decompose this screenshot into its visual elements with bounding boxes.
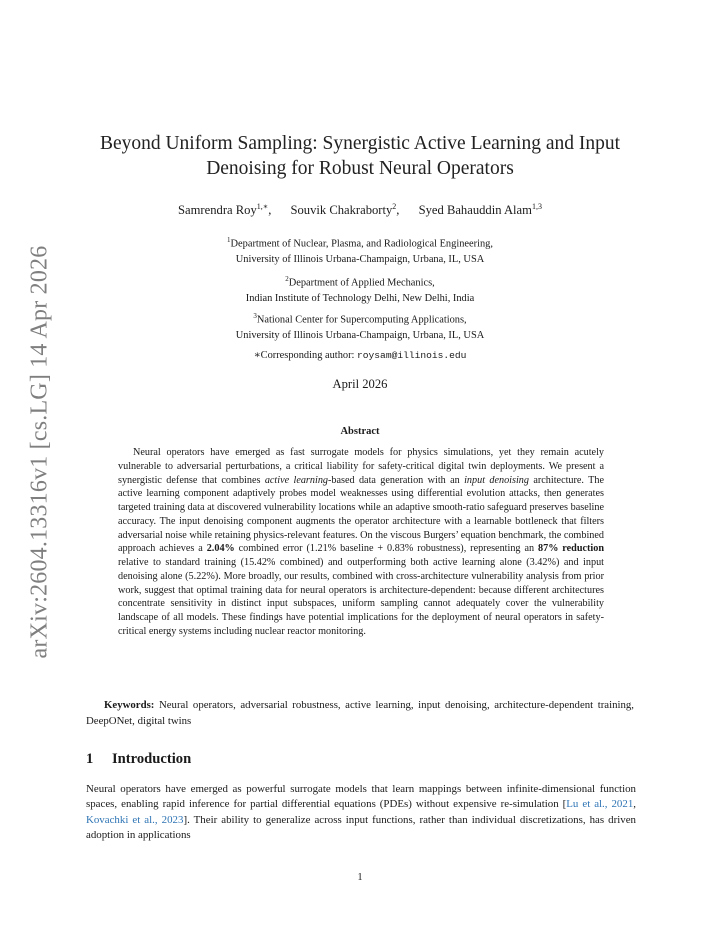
abstract-bold: 2.04% xyxy=(206,543,235,555)
abstract-segment: combined error (1.21% baseline + 0.83% robustness), representing an xyxy=(234,543,538,555)
affiliation-line: University of Illinois Urbana-Champaign, Urbana, IL, USA xyxy=(235,254,485,266)
arxiv-stamp: arXiv:2604.13316v1 [cs.LG] 14 Apr 2026 xyxy=(26,245,53,659)
affiliation-line: National Center for Supercomputing Applications, xyxy=(256,314,467,326)
intro-segment: , xyxy=(633,798,636,811)
page-number: 1 xyxy=(357,872,363,883)
affiliation-superscript: 3 xyxy=(253,312,257,320)
author-name: Souvik Chakraborty xyxy=(290,203,393,218)
paper-date: April 2026 xyxy=(332,377,388,391)
affiliation-line: Department of Applied Mechanics, xyxy=(288,277,435,289)
section-title: Introduction xyxy=(112,751,192,767)
abstract-heading: Abstract xyxy=(340,426,380,437)
corresponding-author xyxy=(80,348,640,364)
keywords-text: Neural operators, adversarial robustness, active learning, input denoising, architecture-dependent training, DeepONet, digital twins xyxy=(86,699,634,727)
abstract-bold: 87% reduction xyxy=(538,543,604,555)
corresponding-email: roysam@illinois.edu xyxy=(357,350,467,361)
section-number: 1 xyxy=(86,751,94,767)
paper-title: Beyond Uniform Sampling: Synergistic Active Learning and Input Denoising for Robust Neural Operators xyxy=(99,133,621,179)
intro-segment: Neural operators have emerged as powerful surrogate models that learn mappings between infinite-dimensional function spaces, enabling rapid inference for partial differential equations (PDEs) without expensive re-simulation [ xyxy=(86,783,636,811)
keywords-label: Keywords: xyxy=(104,699,155,711)
abstract-emphasis: input denoising xyxy=(464,474,529,486)
intro-paragraph xyxy=(86,782,636,844)
abstract-segment: relative to standard training (15.42% combined) and outperforming both active learning alone (3.42%) and input denoising alone (5.22%). More broadly, our results, combined with cross-architecture vulnerability analysis from prior work, suggest that optimal training data for neural operators is architecture-dependent: because different architectures concentrate sensitivity in distinct input subspaces, uniform sampling cannot adequately cover the vulnerability landscape of all models. These findings have potential implications for the deployment of neural operators in safety-critical energy systems including nuclear reactor monitoring. xyxy=(118,557,604,637)
section-heading xyxy=(86,751,191,768)
affiliation xyxy=(80,232,640,268)
affiliation-line: Department of Nuclear, Plasma, and Radiological Engineering, xyxy=(230,238,493,250)
author-name: Syed Bahauddin Alam xyxy=(418,203,532,218)
citation-link[interactable]: Lu et al., 2021 xyxy=(566,798,634,811)
author-superscript: 1,3 xyxy=(531,202,542,211)
citation-link[interactable]: Kovachki et al., 2023 xyxy=(86,813,184,826)
author-list: Samrendra Roy$^{1,∗}$, Souvik Chakraborty$^2$, Syed Bahauddin Alam$^{1,3}$ xyxy=(178,202,542,218)
corresponding-label: ∗Corresponding author: xyxy=(253,350,358,361)
affiliation-superscript: 1 xyxy=(227,236,231,244)
intro-segment: ]. Their ability to generalize across input functions, rather than individual discretizations, has driven adoption in applications xyxy=(86,813,636,842)
affiliation xyxy=(80,308,640,344)
author-name: Samrendra Roy xyxy=(178,203,257,218)
abstract-segment: Neural operators have emerged as fast surrogate models for physics simulations, yet they remain acutely vulnerable to adversarial perturbations, a critical liability for safety-critical digital twin deployments. We present a synergistic defense that combines xyxy=(118,447,604,486)
abstract-segment: architecture. The active learning component adaptively probes model weaknesses using differential evolution attacks, then generates targeted training data at discovered vulnerability locations while an adaptive smooth-ratio safeguard preserves baseline accuracy. The input denoising component augments the operator architecture with a learnable bottleneck that filters adversarial noise while retaining physics-relevant features. On the viscous Burgers’ equation benchmark, the combined approach achieves a xyxy=(118,474,604,555)
abstract-text xyxy=(118,446,604,639)
affiliation xyxy=(80,271,640,307)
affiliation-superscript: 2 xyxy=(285,275,289,283)
affiliation-line: University of Illinois Urbana-Champaign, Urbana, IL, USA xyxy=(235,330,485,342)
keywords xyxy=(86,698,634,729)
author-superscript: 1,∗ xyxy=(256,202,269,211)
abstract-emphasis: active learning xyxy=(264,474,329,486)
affiliation-line: Indian Institute of Technology Delhi, New Delhi, India xyxy=(245,293,475,305)
abstract-segment: -based data generation with an xyxy=(328,474,465,486)
author-superscript: 2 xyxy=(392,202,397,211)
